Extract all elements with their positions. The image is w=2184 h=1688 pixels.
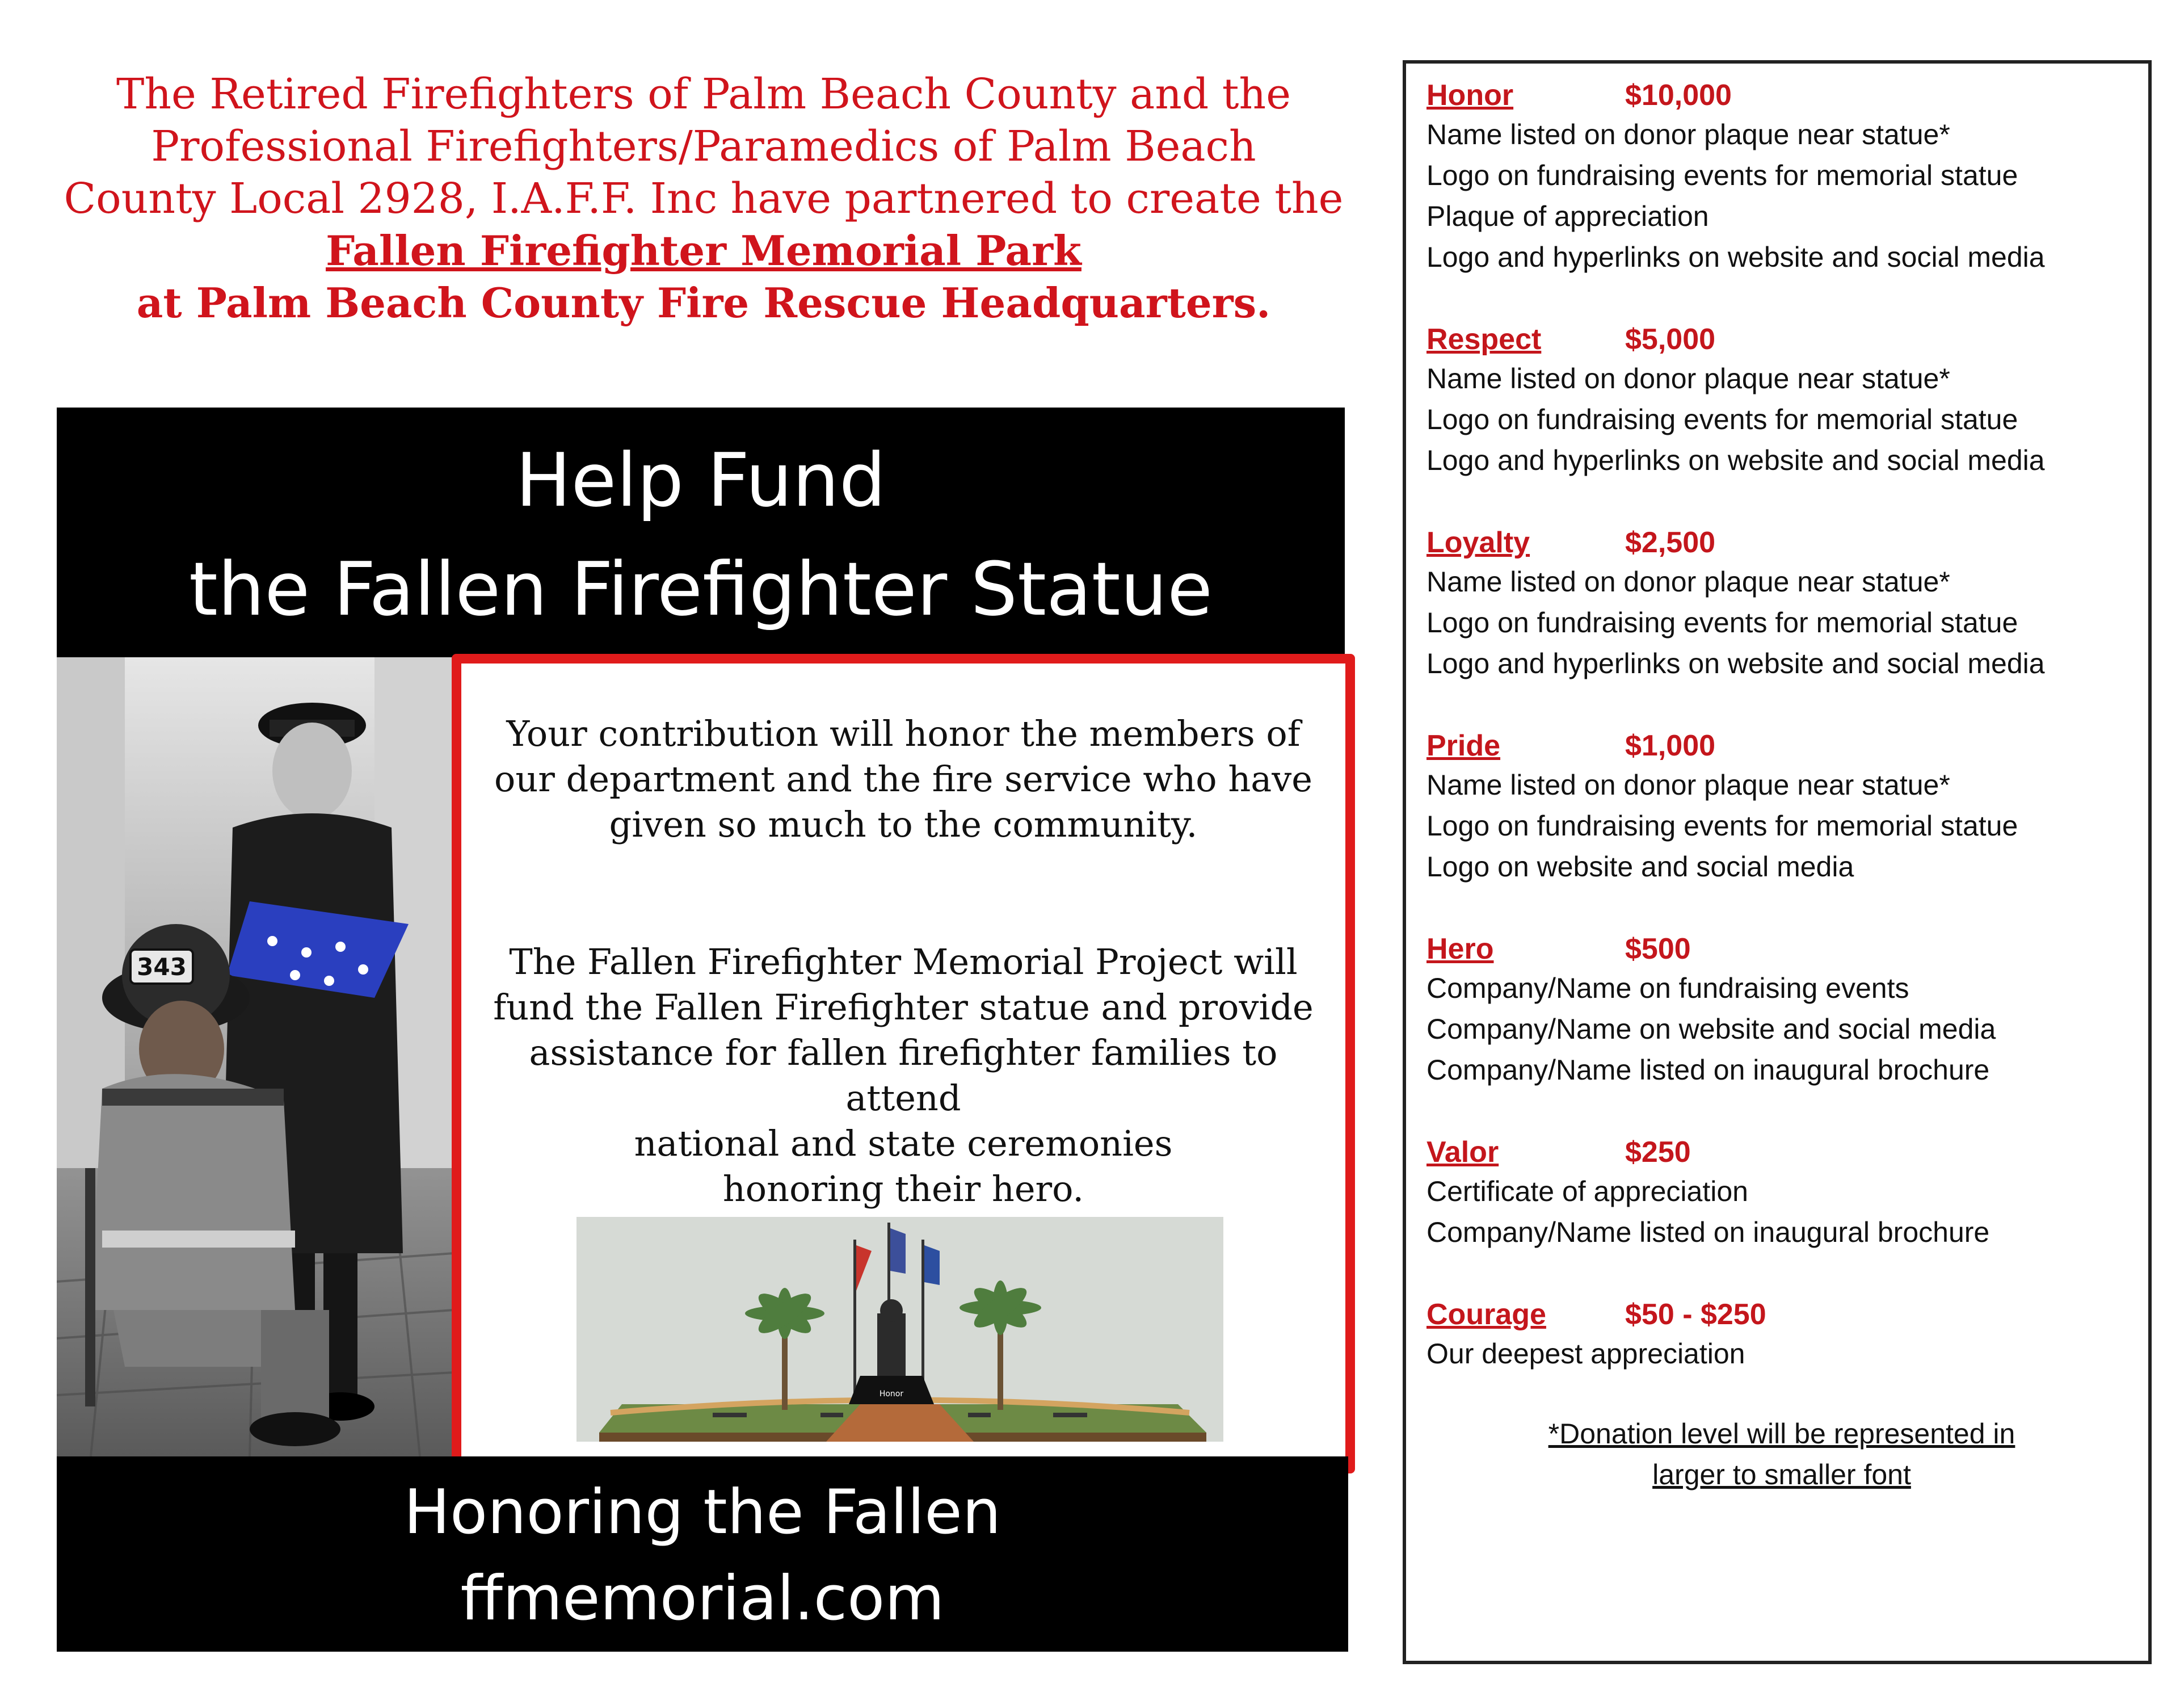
- tier-hero-heading: [1426, 932, 1691, 966]
- tier-pride-benefit-1: Name listed on donor plaque near statue*: [1426, 769, 1950, 801]
- tier-honor-amount: $10,000: [1625, 79, 1732, 112]
- tier-courage-amount: $50 - $250: [1625, 1298, 1766, 1331]
- footer-line-1: Honoring the Fallen: [403, 1477, 1001, 1548]
- memorial-rendering-illustration: [576, 1217, 1223, 1442]
- tier-respect-benefit-1: Name listed on donor plaque near statue*: [1426, 363, 1950, 394]
- footer-band: [57, 1456, 1348, 1652]
- tier-hero-amount: $500: [1625, 933, 1691, 965]
- tier-pride-amount: $1,000: [1625, 729, 1716, 762]
- tier-hero-benefit-3: Company/Name listed on inaugural brochure: [1426, 1054, 1990, 1086]
- tier-respect-benefit-2: Logo on fundraising events for memorial statue: [1426, 404, 2018, 435]
- tier-hero-benefit-2: Company/Name on website and social media: [1426, 1013, 1996, 1045]
- footnote-line-1: *Donation level will be represented in: [1548, 1418, 2015, 1450]
- tier-valor-benefit-2: Company/Name listed on inaugural brochure: [1426, 1216, 1990, 1248]
- tier-valor-benefit-1: Certificate of appreciation: [1426, 1175, 1748, 1207]
- header-line-3: County Local 2928, I.A.F.F. Inc have partnered to create the: [64, 174, 1344, 223]
- message-p2-line-4: attend: [845, 1077, 961, 1119]
- park-location: at Palm Beach County Fire Rescue Headquarters.: [136, 279, 1271, 327]
- tier-pride-benefit-2: Logo on fundraising events for memorial statue: [1426, 810, 2018, 842]
- tier-honor-name: Honor: [1426, 79, 1514, 112]
- tier-pride-heading: [1426, 729, 1716, 763]
- monument-label: Honor: [879, 1389, 904, 1399]
- website-link[interactable]: ffmemorial.com: [460, 1563, 945, 1634]
- tier-loyalty-heading: [1426, 526, 1716, 560]
- tier-honor-heading: [1426, 78, 1732, 112]
- header-line-2: Professional Firefighters/Paramedics of Palm Beach: [151, 122, 1256, 171]
- tier-respect-heading: [1426, 322, 1716, 356]
- tier-loyalty-benefit-3: Logo and hyperlinks on website and social media: [1426, 648, 2045, 679]
- tier-loyalty-benefit-2: Logo on fundraising events for memorial statue: [1426, 607, 2018, 639]
- header-text: [51, 68, 1356, 329]
- message-p2-line-1: The Fallen Firefighter Memorial Project will: [509, 941, 1298, 982]
- tier-loyalty-benefit-1: Name listed on donor plaque near statue*: [1426, 566, 1950, 598]
- tier-respect-benefit-3: Logo and hyperlinks on website and social media: [1426, 444, 2045, 476]
- tier-honor-benefit-2: Logo on fundraising events for memorial statue: [1426, 159, 2018, 191]
- tier-hero-benefit-1: Company/Name on fundraising events: [1426, 972, 1909, 1004]
- tier-pride-benefit-3: Logo on website and social media: [1426, 851, 1854, 883]
- helmet-number: 343: [137, 953, 187, 981]
- message-p2-line-6: honoring their hero.: [722, 1168, 1084, 1210]
- banner-line-1: Help Fund: [515, 437, 886, 523]
- tier-valor-heading: [1426, 1135, 1691, 1169]
- firefighter-photo: [57, 657, 454, 1456]
- tier-honor-benefit-4: Logo and hyperlinks on website and social media: [1426, 241, 2045, 273]
- tier-courage-name: Courage: [1426, 1298, 1546, 1331]
- tier-honor-benefit-3: Plaque of appreciation: [1426, 200, 1709, 232]
- tier-respect-name: Respect: [1426, 323, 1542, 356]
- message-p2-line-5: national and state ceremonies: [634, 1123, 1173, 1164]
- donation-footnote: [1430, 1413, 2133, 1495]
- message-p1-line-3: given so much to the community.: [609, 804, 1198, 845]
- tier-pride-name: Pride: [1426, 729, 1501, 762]
- tier-valor-amount: $250: [1625, 1136, 1691, 1169]
- tier-honor-benefit-1: Name listed on donor plaque near statue*: [1426, 119, 1950, 150]
- tier-valor-name: Valor: [1426, 1136, 1499, 1169]
- tier-hero-name: Hero: [1426, 933, 1494, 965]
- tier-respect-amount: $5,000: [1625, 323, 1716, 356]
- tier-loyalty-name: Loyalty: [1426, 526, 1530, 559]
- banner-band: [57, 408, 1345, 657]
- message-p1-line-2: our department and the fire service who have: [494, 758, 1312, 800]
- message-p1-line-1: Your contribution will honor the members of: [506, 713, 1301, 754]
- tier-courage-benefit-1: Our deepest appreciation: [1426, 1338, 1745, 1370]
- memorial-rendering: [576, 1217, 1223, 1442]
- firefighter-photo-illustration: [57, 657, 454, 1456]
- banner-line-2: the Fallen Firefighter Statue: [188, 546, 1213, 632]
- header-line-1: The Retired Firefighters of Palm Beach County and the: [116, 70, 1291, 119]
- tier-courage-heading: [1426, 1298, 1766, 1332]
- footnote-line-2: larger to smaller font: [1652, 1459, 1911, 1490]
- park-name: Fallen Firefighter Memorial Park: [326, 226, 1082, 275]
- message-p2-line-3: assistance for fallen firefighter families to: [529, 1032, 1278, 1073]
- message-p2-line-2: fund the Fallen Firefighter statue and provide: [493, 986, 1314, 1028]
- tier-loyalty-amount: $2,500: [1625, 526, 1716, 559]
